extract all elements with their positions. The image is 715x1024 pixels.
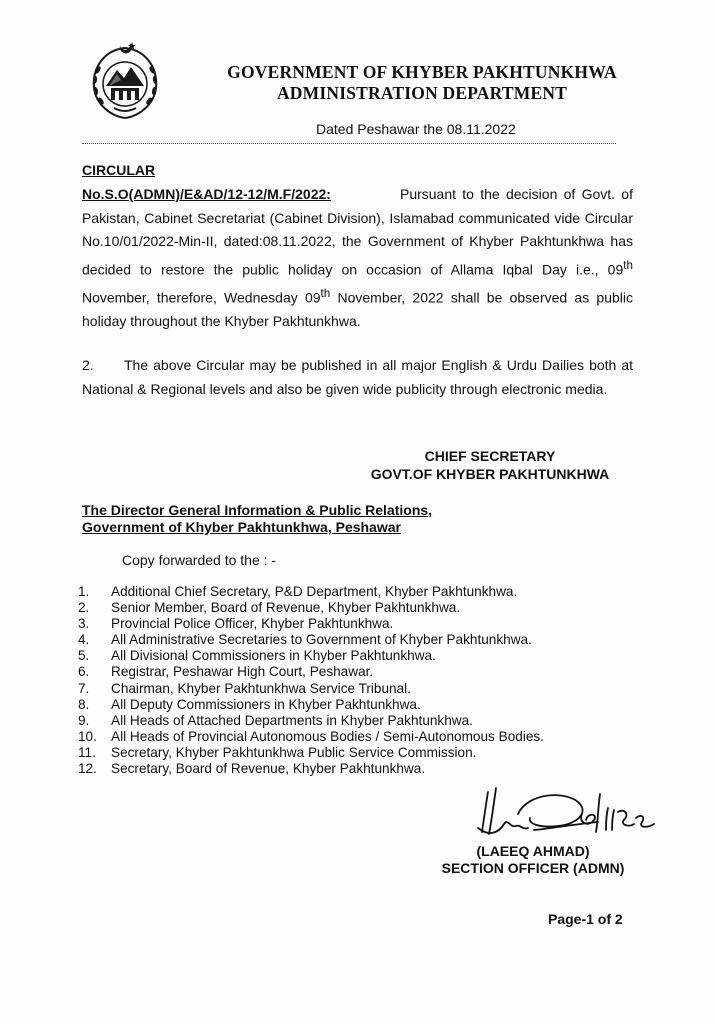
- list-item: 7. Chairman, Khyber Pakhtunkhwa Service Tribunal.: [78, 680, 411, 696]
- paragraph-2-text: The above Circular may be published in all major English & Urdu Dailies both at National & Regional levels and also be given wide publicity through electronic media.: [82, 357, 633, 397]
- ordinal-suffix: th: [623, 258, 633, 272]
- list-item: 6. Registrar, Peshawar High Court, Peshawar.: [78, 664, 374, 680]
- list-item: 10. All Heads of Provincial Autonomous Bodies / Semi-Autonomous Bodies.: [78, 728, 544, 744]
- list-item: 3. Provincial Police Officer, Khyber Pakhtunkhwa.: [78, 616, 394, 632]
- signatory-block: [360, 447, 620, 483]
- list-item: 11. Secretary, Khyber Pakhtunkhwa Public Service Commission.: [78, 744, 477, 760]
- addressee-line-2: Government of Khyber Pakhtunkhwa, Peshawar: [82, 519, 401, 535]
- government-name: GOVERNMENT OF KHYBER PAKHTUNKHWA: [227, 62, 617, 82]
- circular-paragraph-2: [82, 354, 633, 401]
- circular-paragraph-1: [82, 183, 633, 333]
- government-seal-icon: [84, 40, 166, 122]
- list-item: 8. All Deputy Commissioners in Khyber Pakhtunkhwa.: [78, 696, 421, 712]
- page-number: Page-1 of 2: [548, 911, 623, 927]
- section-officer-block: [428, 843, 638, 877]
- issue-date: Dated Peshawar the 08.11.2022: [316, 121, 516, 137]
- list-item: 12. Secretary, Board of Revenue, Khyber Pakhtunkhwa.: [78, 761, 426, 777]
- copy-forwarded-label: Copy forwarded to the : -: [122, 552, 277, 568]
- department-name: ADMINISTRATION DEPARTMENT: [276, 83, 568, 103]
- circular-reference-number: No.S.O(ADMN)/E&AD/12-12/M.F/2022:: [82, 186, 331, 202]
- header-divider: [82, 143, 616, 144]
- paragraph-number: 2.: [82, 357, 94, 373]
- paragraph-1-text-a: Pursuant to the decision of Govt. of Pakistan, Cabinet Secretariat (Cabinet Division), Islamabad communicated vide Circular No.10/01/2022-Min-II, dated:08.11.2022, the Government of Khyber Pakhtunkhwa has decided to restore the public holiday on occasion of Allama Iqbal Day i.e., 09: [82, 186, 633, 278]
- distribution-list: [78, 584, 638, 777]
- list-item: 2. Senior Member, Board of Revenue, Khyber Pakhtunkhwa.: [78, 600, 461, 616]
- addressee-block: [82, 502, 432, 536]
- letterhead-title: [212, 62, 632, 104]
- paragraph-1-text-c: November, 2022 shall be observed as public holiday throughout the Khyber Pakhtunkhwa.: [82, 289, 633, 329]
- circular-heading: CIRCULAR: [82, 162, 156, 178]
- list-item: 1. Additional Chief Secretary, P&D Department, Khyber Pakhtunkhwa.: [78, 584, 518, 599]
- officer-name: (LAEEQ AHMAD): [476, 843, 590, 859]
- signatory-title: CHIEF SECRETARY: [424, 448, 556, 464]
- officer-title: SECTION OFFICER (ADMN): [441, 860, 625, 876]
- signatory-organization: GOVT.OF KHYBER PAKHTUNKHWA: [370, 466, 610, 482]
- addressee-line-1: The Director General Information & Public Relations,: [82, 502, 433, 518]
- paragraph-1-text-b: November, therefore, Wednesday 09: [82, 289, 321, 306]
- list-item: 9. All Heads of Attached Departments in Khyber Pakhtunkhwa.: [78, 712, 473, 728]
- list-item: 4. All Administrative Secretaries to Government of Khyber Pakhtunkhwa.: [78, 632, 532, 648]
- ordinal-suffix: th: [320, 286, 331, 300]
- list-item: 5. All Divisional Commissioners in Khyber Pakhtunkhwa.: [78, 648, 436, 664]
- handwritten-signature-icon: [458, 784, 668, 844]
